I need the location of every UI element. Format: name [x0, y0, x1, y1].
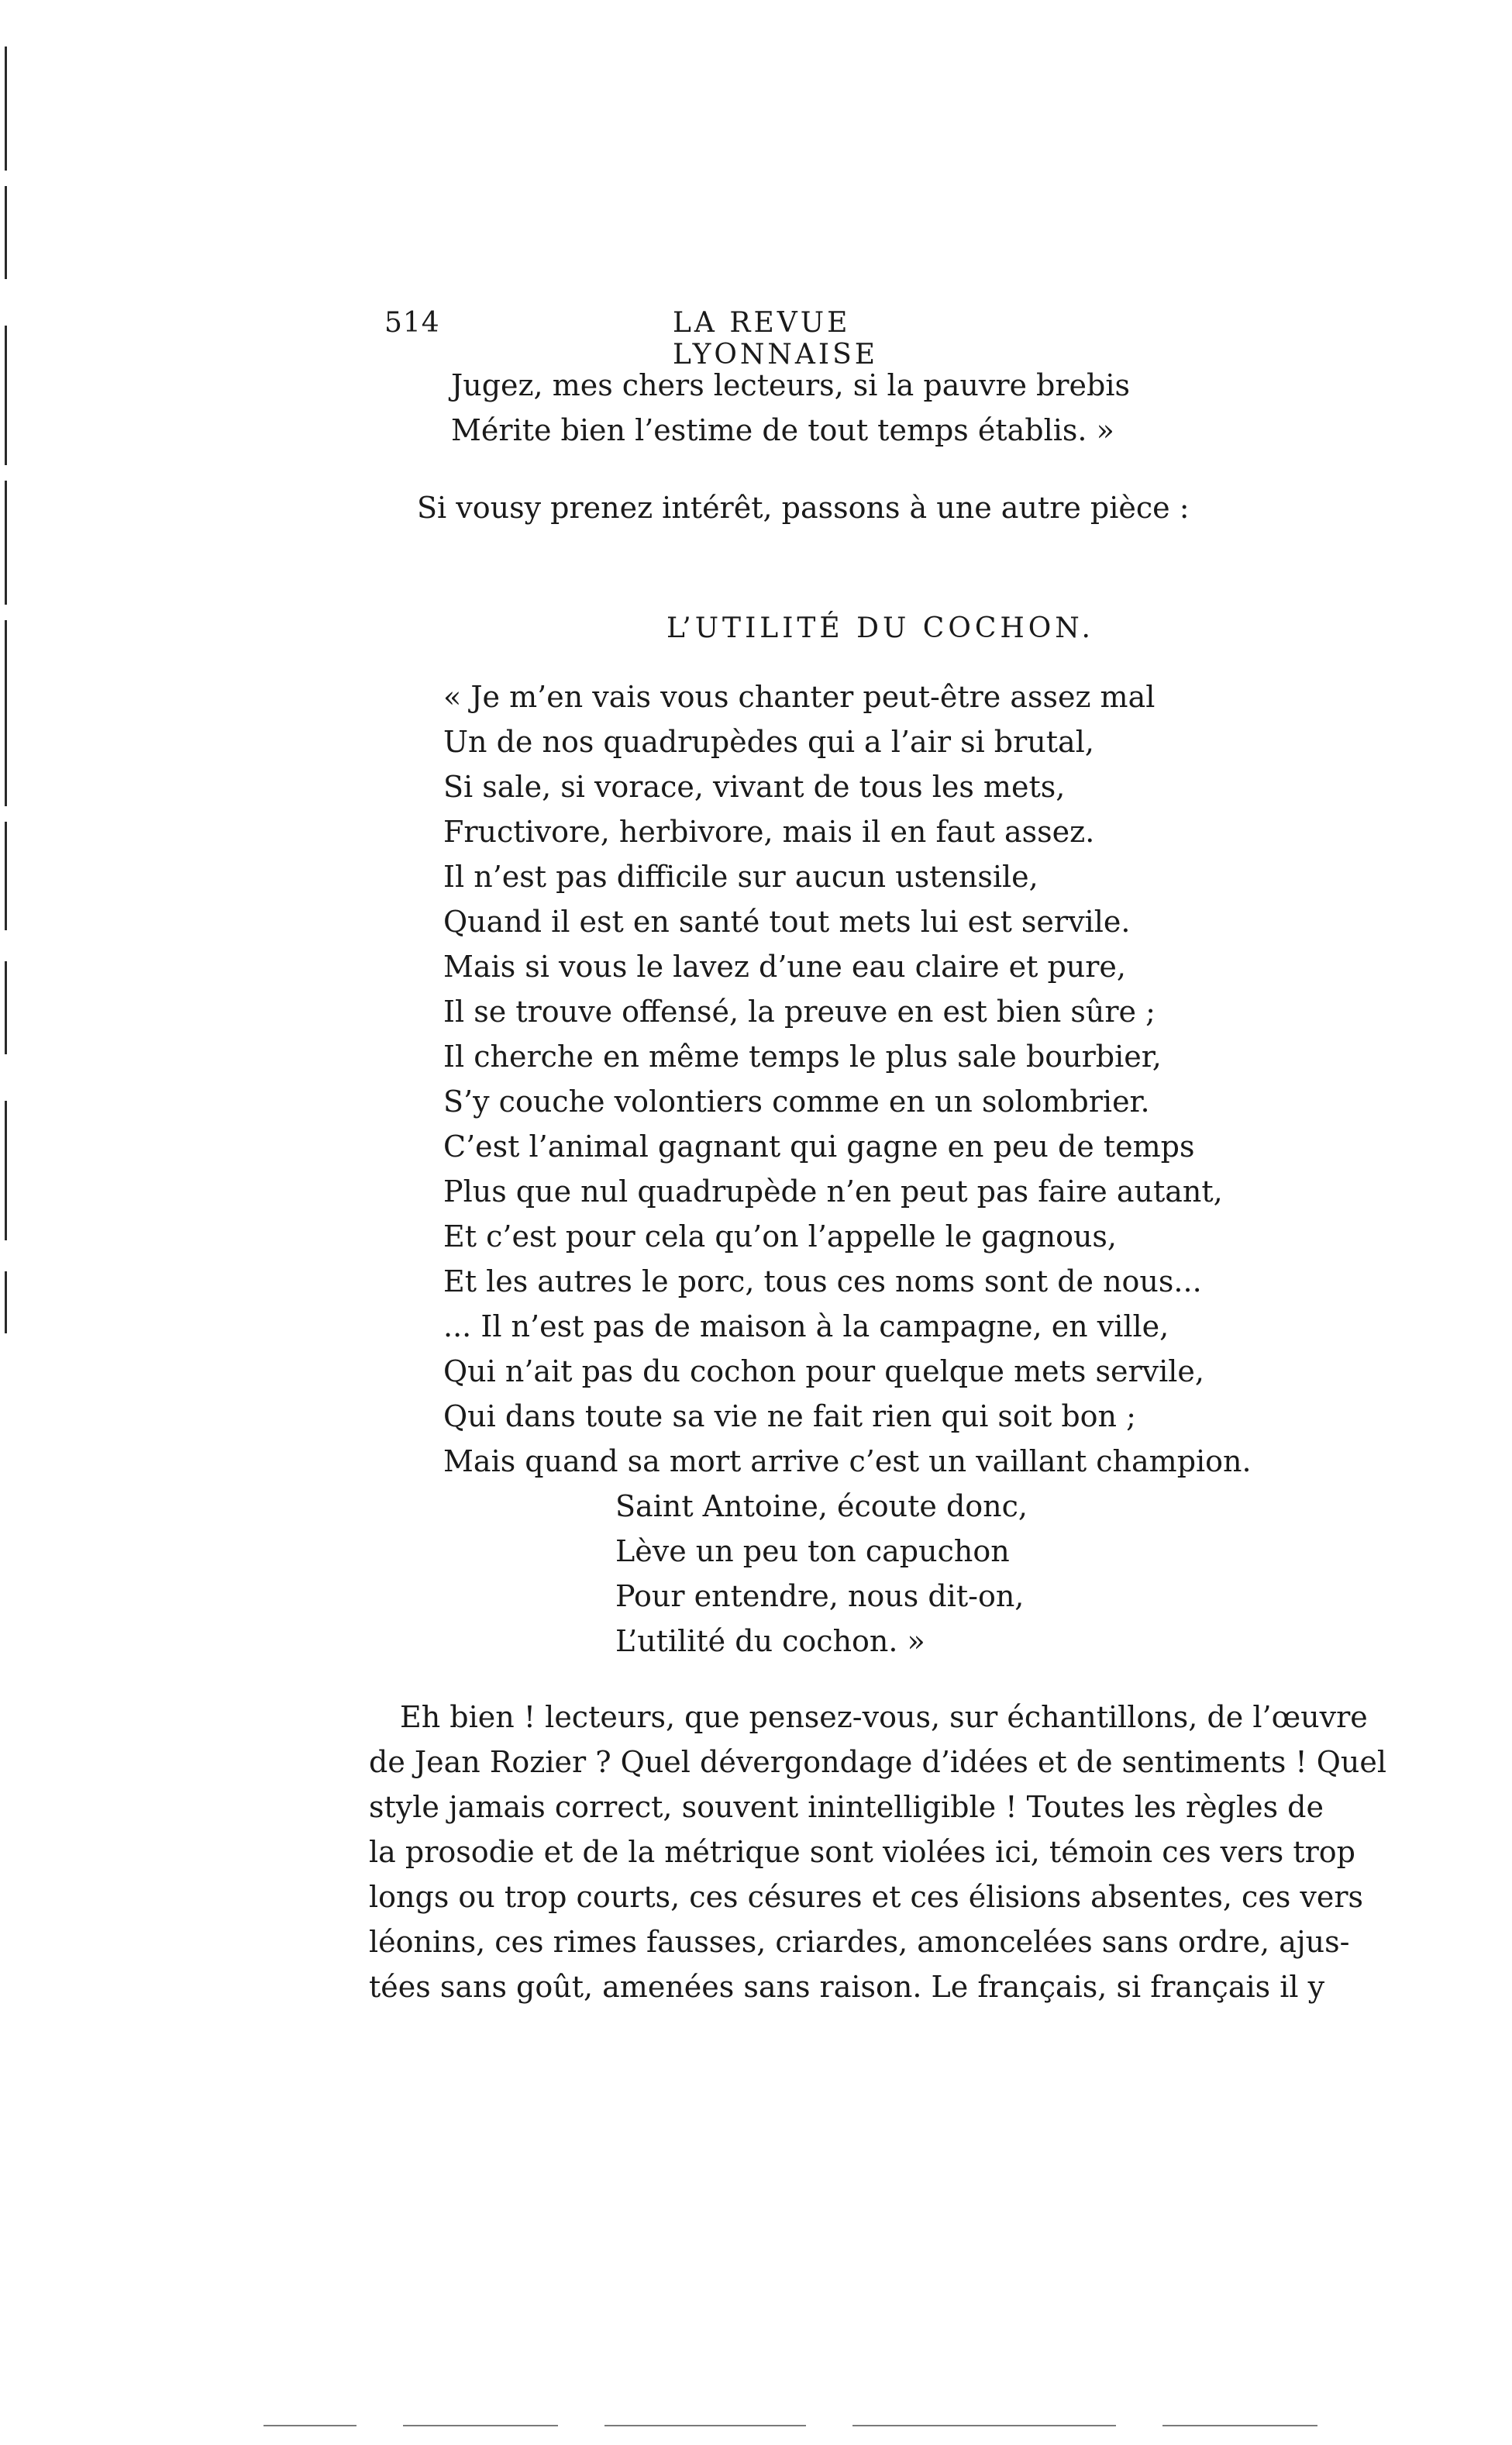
verse-line: Quand il est en santé tout mets lui est servile.	[443, 905, 1131, 939]
prose-line: longs ou trop courts, ces césures et ces élisions absentes, ces vers	[369, 1880, 1364, 1914]
prose-line: tées sans goût, amenées sans raison. Le français, si français il y	[369, 1970, 1325, 2004]
verse-line: Fructivore, herbivore, mais il en faut assez.	[443, 815, 1095, 849]
page-number: 514	[384, 307, 440, 339]
prose-line: Eh bien ! lecteurs, que pensez-vous, sur échantillons, de l’œuvre	[400, 1700, 1368, 1734]
binding-mark	[5, 186, 7, 279]
verse-line: Et les autres le porc, tous ces noms sont de nous...	[443, 1264, 1202, 1298]
verse-line: S’y couche volontiers comme en un solombrier.	[443, 1085, 1150, 1119]
refrain-line: Pour entendre, nous dit-on,	[615, 1579, 1025, 1613]
binding-mark	[5, 620, 7, 806]
refrain-line: Lève un peu ton capuchon	[615, 1534, 1010, 1568]
verse-line: Il se trouve offensé, la preuve en est bien sûre ;	[443, 995, 1156, 1029]
scan-rule	[263, 2425, 356, 2426]
verse-line: Mérite bien l’estime de tout temps établis. »	[451, 413, 1114, 447]
verse-line: « Je m’en vais vous chanter peut-être assez mal	[443, 680, 1156, 714]
verse-line: Qui n’ait pas du cochon pour quelque mets servile,	[443, 1354, 1204, 1388]
scan-rule	[1162, 2425, 1317, 2426]
verse-line: Mais quand sa mort arrive c’est un vaillant champion.	[443, 1444, 1252, 1478]
verse-line: Il cherche en même temps le plus sale bourbier,	[443, 1040, 1162, 1074]
prose-line: style jamais correct, souvent inintelligible ! Toutes les règles de	[369, 1790, 1324, 1824]
refrain-line: Saint Antoine, écoute donc,	[615, 1489, 1028, 1523]
refrain-line: L’utilité du cochon. »	[615, 1624, 925, 1658]
verse-line: Si sale, si vorace, vivant de tous les mets,	[443, 770, 1066, 804]
verse-line: Jugez, mes chers lecteurs, si la pauvre brebis	[451, 368, 1131, 402]
scan-rule	[604, 2425, 806, 2426]
verse-line: Un de nos quadrupèdes qui a l’air si brutal,	[443, 725, 1094, 759]
binding-mark	[5, 1101, 7, 1240]
binding-mark	[5, 822, 7, 930]
verse-line: Qui dans toute sa vie ne fait rien qui soit bon ;	[443, 1399, 1136, 1433]
page-header	[384, 307, 1051, 371]
prose-line: de Jean Rozier ? Quel dévergondage d’idées et de sentiments ! Quel	[369, 1745, 1387, 1779]
running-title: LA REVUE LYONNAISE	[673, 307, 879, 371]
binding-mark	[5, 326, 7, 465]
prose-line: léonins, ces rimes fausses, criardes, amoncelées sans ordre, ajus-	[369, 1925, 1350, 1959]
verse-line: Mais si vous le lavez d’une eau claire et pure,	[443, 950, 1126, 984]
binding-mark	[5, 1271, 7, 1333]
scan-rule	[403, 2425, 558, 2426]
binding-mark	[5, 481, 7, 605]
verse-line: Et c’est pour cela qu’on l’appelle le gagnous,	[443, 1219, 1118, 1254]
binding-mark	[5, 47, 7, 171]
prose-line: la prosodie et de la métrique sont violées ici, témoin ces vers trop	[369, 1835, 1355, 1869]
verse-line: ... Il n’est pas de maison à la campagne, en ville,	[443, 1309, 1169, 1343]
binding-mark	[5, 961, 7, 1054]
scan-rule	[852, 2425, 1116, 2426]
poem-title: L’UTILITÉ DU COCHON.	[666, 612, 1094, 644]
verse-line: C’est l’animal gagnant qui gagne en peu de temps	[443, 1129, 1195, 1164]
verse-line: Plus que nul quadrupède n’en peut pas faire autant,	[443, 1174, 1223, 1209]
intro-line: Si vousy prenez intérêt, passons à une autre pièce :	[417, 491, 1190, 525]
prose-paragraph	[369, 1695, 1387, 2009]
verse-line: Il n’est pas difficile sur aucun ustensile,	[443, 860, 1038, 894]
